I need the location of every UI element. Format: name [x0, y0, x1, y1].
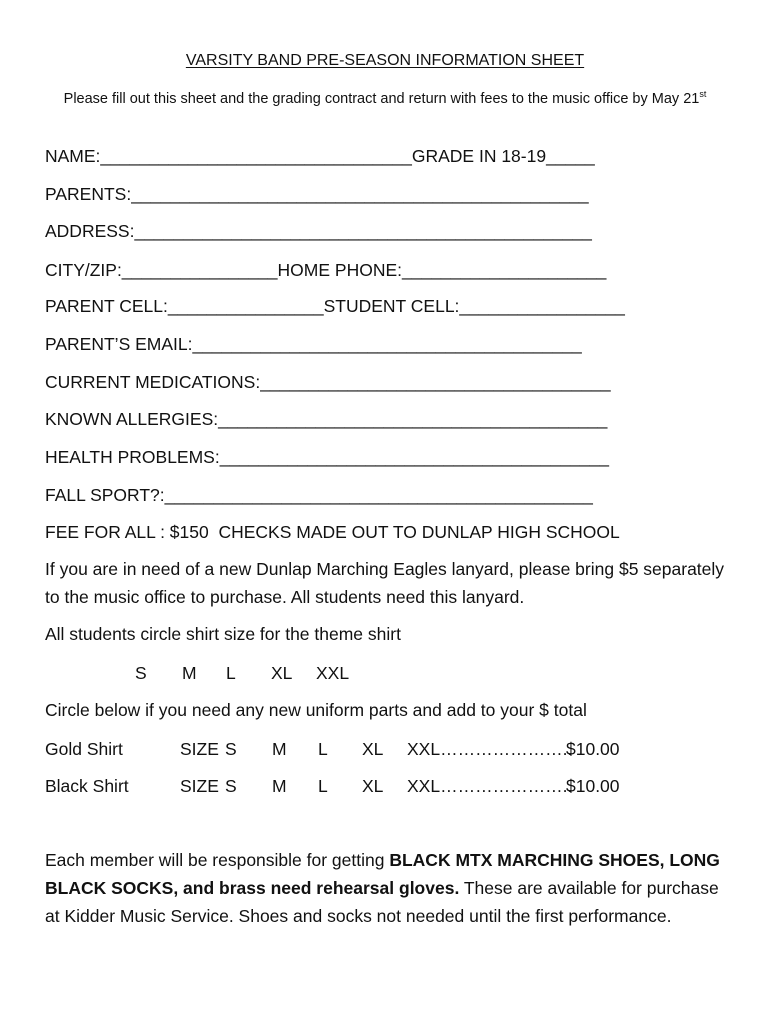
shirt-size-xxl[interactable]: XXL: [316, 663, 350, 683]
closing-paragraph: [45, 846, 725, 930]
fall-sport-field[interactable]: FALL SPORT?:____________________________________________: [45, 485, 593, 505]
closing-lead: Each member will be responsible for getting: [45, 850, 390, 870]
size-s[interactable]: S: [225, 776, 237, 796]
page-title: VARSITY BAND PRE-SEASON INFORMATION SHEET: [185, 52, 585, 69]
parents-field[interactable]: PARENTS:_______________________________________________: [45, 184, 589, 204]
item-price: $10.00: [566, 739, 620, 759]
item-name: Gold Shirt: [45, 739, 123, 759]
size-l[interactable]: L: [318, 739, 328, 759]
size-xxl[interactable]: XXL…………………..: [407, 776, 573, 796]
size-xl[interactable]: XL: [362, 739, 384, 759]
shirt-size-m[interactable]: M: [182, 663, 197, 683]
size-l[interactable]: L: [318, 776, 328, 796]
size-m[interactable]: M: [272, 776, 287, 796]
intro-superscript: st: [699, 89, 707, 100]
shirt-size-xl[interactable]: XL: [271, 663, 293, 683]
parent-student-cell-field[interactable]: PARENT CELL:________________STUDENT CELL:_________________: [45, 296, 625, 316]
address-field[interactable]: ADDRESS:_______________________________________________: [45, 221, 592, 241]
size-xxl[interactable]: XXL…………………..: [407, 739, 573, 759]
known-allergies-field[interactable]: KNOWN ALLERGIES:________________________________________: [45, 409, 608, 429]
city-zip-home-phone-field[interactable]: CITY/ZIP:________________HOME PHONE:_____________________: [45, 260, 607, 280]
closing-tail: These are available for purchase at Kidder Music Service. Shoes and socks not needed until the first performance.: [45, 878, 719, 926]
uniform-item-black-shirt: [0, 776, 770, 798]
shirt-size-s[interactable]: S: [135, 663, 147, 683]
shirt-instruction: All students circle shirt size for the theme shirt: [45, 624, 401, 644]
size-label: SIZE: [180, 739, 219, 759]
closing-required-items: BLACK MTX MARCHING SHOES, LONG BLACK SOCKS, and brass need rehearsal gloves.: [45, 850, 720, 898]
intro-text: [40, 88, 730, 111]
size-label: SIZE: [180, 776, 219, 796]
item-name: Black Shirt: [45, 776, 129, 796]
shirt-size-l[interactable]: L: [226, 663, 236, 683]
parent-email-field[interactable]: PARENT’S EMAIL:________________________________________: [45, 334, 582, 354]
shirt-size-options: [0, 663, 770, 685]
uniform-instruction: Circle below if you need any new uniform parts and add to your $ total: [45, 700, 587, 720]
size-xl[interactable]: XL: [362, 776, 384, 796]
size-m[interactable]: M: [272, 739, 287, 759]
fee-text: FEE FOR ALL : $150 CHECKS MADE OUT TO DUNLAP HIGH SCHOOL: [45, 522, 620, 542]
health-problems-field[interactable]: HEALTH PROBLEMS:________________________________________: [45, 447, 610, 467]
size-s[interactable]: S: [225, 739, 237, 759]
name-grade-field[interactable]: NAME:________________________________GRADE IN 18-19_____: [45, 146, 595, 166]
intro-body: Please fill out this sheet and the grading contract and return with fees to the music office by May 21: [63, 91, 700, 107]
uniform-item-gold-shirt: [0, 739, 770, 761]
current-medications-field[interactable]: CURRENT MEDICATIONS:____________________________________: [45, 372, 611, 392]
item-price: $10.00: [566, 776, 620, 796]
lanyard-text: If you are in need of a new Dunlap Marching Eagles lanyard, please bring $5 separately to the music office to purchase. All students need this lanyard.: [45, 559, 725, 607]
